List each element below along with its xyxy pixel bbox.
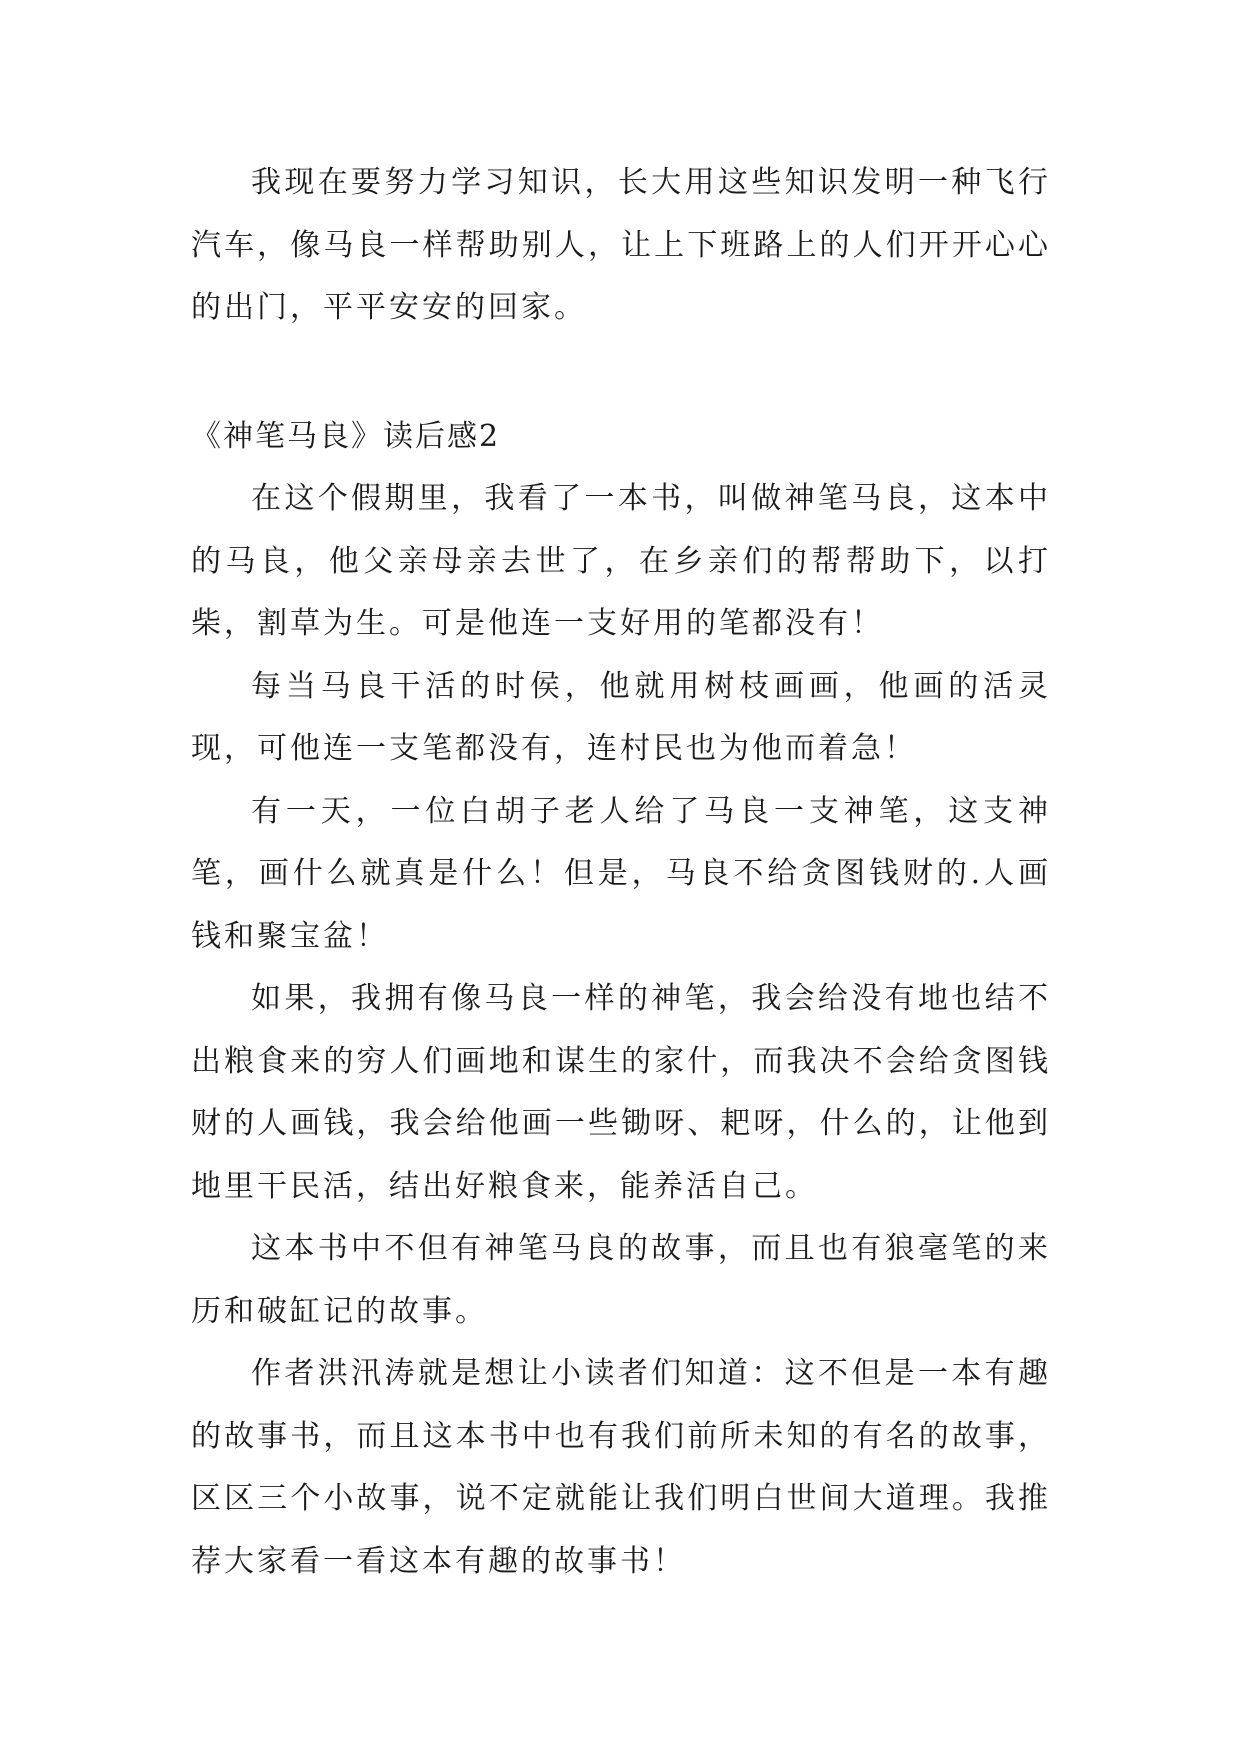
body-paragraph: 这本书中不但有神笔马良的故事，而且也有狼毫笔的来历和破缸记的故事。 [191, 1231, 1051, 1329]
body-paragraph: 有一天，一位白胡子老人给了马良一支神笔，这支神笔，画什么就真是什么！但是，马良不给贪图钱财的.人画钱和聚宝盆！ [191, 793, 1051, 954]
intro-paragraph: 我现在要努力学习知识，长大用这些知识发明一种飞行汽车，像马良一样帮助别人，让上下班路上的人们开开心心的出门，平平安安的回家。 [191, 165, 1051, 325]
body-paragraph: 作者洪汛涛就是想让小读者们知道：这不但是一本有趣的故事书，而且这本书中也有我们前所未知的有名的故事，区区三个小故事，说不定就能让我们明白世间大道理。我推荐大家看一看这本有趣的故事书！ [191, 1356, 1051, 1579]
document-body [191, 152, 1051, 1593]
body-paragraph: 每当马良干活的时侯，他就用树枝画画，他画的活灵现，可他连一支笔都没有，连村民也为他而着急！ [191, 668, 1051, 766]
section-title: 《神笔马良》读后感2 [191, 418, 501, 454]
body-paragraph: 在这个假期里，我看了一本书，叫做神笔马良，这本中的马良，他父亲母亲去世了，在乡亲们的帮帮助下，以打柴，割草为生。可是他连一支好用的笔都没有！ [191, 481, 1051, 641]
section-spacer [191, 340, 1051, 406]
body-paragraph: 如果，我拥有像马良一样的神笔，我会给没有地也结不出粮食来的穷人们画地和谋生的家什，而我决不会给贪图钱财的人画钱，我会给他画一些锄呀、耙呀，什么的，让他到地里干民活，结出好粮食来，能养活自己。 [191, 981, 1051, 1204]
